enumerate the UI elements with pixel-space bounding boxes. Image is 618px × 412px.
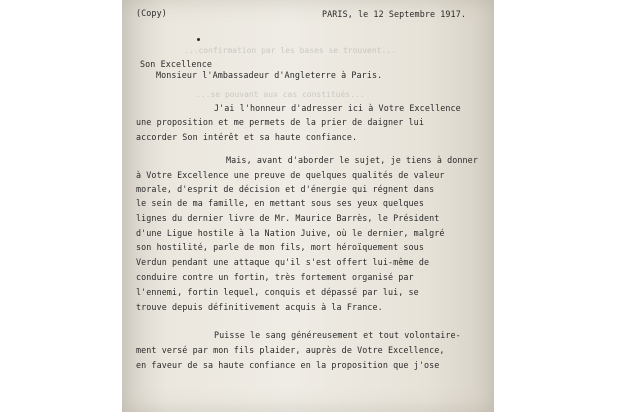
show-through-text: ...confirmation par les bases se trouvent... [184,46,396,55]
date-line: PARIS, le 12 Septembre 1917. [322,9,466,19]
body-line: trouve depuis définitivement acquis à la France. [136,302,383,312]
body-line: à Votre Excellence une preuve de quelques qualités de valeur [136,170,445,180]
show-through-text: ...se pouvant aux cas constitués... [196,90,365,99]
body-line: accorder Son intérêt et sa haute confiance. [136,132,358,142]
letter-page [122,0,494,412]
copy-label: (Copy) [136,8,167,18]
body-line: ment versé par mon fils plaider, auprès de Votre Excellence, [136,345,445,355]
body-line: lignes du dernier livre de Mr. Maurice Barrès, le Président [136,213,440,223]
body-line: une proposition et me permets de la prier de daigner lui [136,117,424,127]
body-line: Mais, avant d'aborder le sujet, je tiens à donner [226,155,478,165]
addressee-line: Son Excellence [140,59,212,69]
body-line: Verdun pendant une attaque qu'il s'est offert lui-même de [136,257,430,267]
body-line: le sein de ma famille, en mettant sous ses yeux quelques [136,198,424,208]
body-line: J'ai l'honneur d'adresser ici à Votre Excellence [214,103,461,113]
body-line: conduire contre un fortin, très fortement organisé par [136,272,414,282]
body-line: Puisse le sang généreusement et tout volontaire- [214,330,461,340]
body-line: son hostilité, parle de mon fils, mort héroïquement sous [136,242,424,252]
addressee-line: Monsieur l'Ambassadeur d'Angleterre à Paris. [156,70,383,80]
ink-mark [197,38,200,41]
body-line: d'une Ligue hostile à la Nation Juive, où le dernier, malgré [136,228,445,238]
body-line: en faveur de sa haute confiance en la proposition que j'ose [136,360,440,370]
body-line: morale, d'esprit de décision et d'énergie qui régnent dans [136,184,435,194]
body-line: l'ennemi, fortin lequel, conquis et dépassé par lui, se [136,287,419,297]
